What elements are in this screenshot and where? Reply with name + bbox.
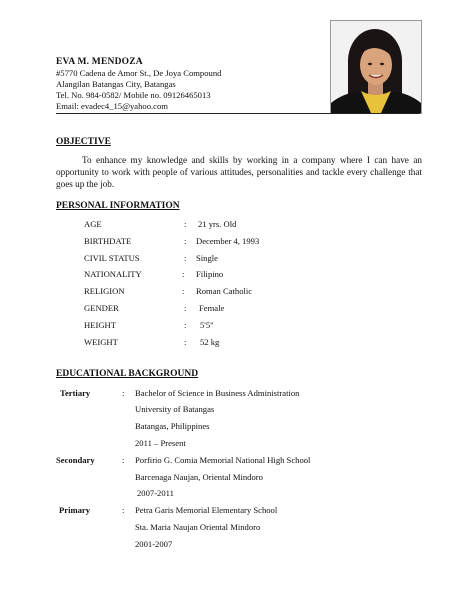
info-label: AGE	[84, 219, 102, 229]
colon: :	[184, 303, 187, 313]
info-row-height	[0, 320, 474, 332]
info-row-nationality	[0, 269, 474, 281]
info-value: Roman Catholic	[196, 286, 253, 296]
address-line-2: Alangilan Batangas City, Batangas	[56, 79, 176, 89]
tertiary-location: Batangas, Philippines	[135, 421, 210, 431]
email-line: Email: evadec4_15@yahoo.com	[56, 101, 168, 111]
objective-heading: OBJECTIVE	[56, 137, 111, 147]
tertiary-years: 2011 – Present	[135, 438, 186, 448]
secondary-location: Barcenaga Naujan, Oriental Mindoro	[135, 472, 263, 482]
info-label: BIRTHDATE	[84, 236, 132, 246]
colon: :	[184, 219, 187, 229]
colon: :	[122, 455, 125, 465]
info-row-age	[0, 219, 474, 231]
applicant-name: EVA M. MENDOZA	[56, 57, 143, 67]
info-value: December 4, 1993	[196, 236, 260, 246]
primary-label: Primary	[59, 505, 91, 515]
info-value: 52 kg	[200, 337, 220, 347]
phone-line: Tel. No. 984-0582/ Mobile no. 09126465013	[56, 90, 211, 100]
info-row-gender	[0, 303, 474, 315]
tertiary-label: Tertiary	[60, 388, 91, 398]
info-label: GENDER	[84, 303, 119, 313]
primary-years: 2001-2007	[135, 539, 173, 549]
header-divider	[56, 113, 420, 114]
info-label: HEIGHT	[84, 320, 116, 330]
info-row-civil-status	[0, 253, 474, 265]
info-label: CIVIL STATUS	[84, 253, 140, 263]
colon: :	[182, 286, 185, 296]
applicant-photo	[330, 20, 422, 114]
info-value: 21 yrs. Old	[198, 219, 237, 229]
personal-info-heading: PERSONAL INFORMATION	[56, 201, 180, 211]
colon: :	[184, 320, 187, 330]
info-row-birthdate	[0, 236, 474, 248]
info-label: NATIONALITY	[84, 269, 142, 279]
info-value: Single	[196, 253, 218, 263]
info-row-religion	[0, 286, 474, 298]
primary-location: Sta. Maria Naujan Oriental Mindoro	[135, 522, 261, 532]
info-label: WEIGHT	[84, 337, 118, 347]
info-label: RELIGION	[84, 286, 125, 296]
tertiary-course: Bachelor of Science in Business Administration	[135, 388, 300, 398]
info-value: Female	[199, 303, 225, 313]
tertiary-school: University of Batangas	[135, 404, 215, 414]
info-row-weight	[0, 337, 474, 349]
colon: :	[122, 388, 125, 398]
colon: :	[184, 337, 187, 347]
objective-text: To enhance my knowledge and skills by working in a company where I can have an opportunity to work with people of various attitudes, personalities and tackle every challenge that goes up the job.	[56, 155, 422, 189]
info-value: Filipino	[196, 269, 224, 279]
colon: :	[184, 236, 187, 246]
info-value: 5'5"	[200, 320, 214, 330]
education-heading: EDUCATIONAL BACKGROUND	[56, 369, 199, 379]
secondary-school: Porfirio G. Comia Memorial National High School	[135, 455, 311, 465]
secondary-years: 2007-2011	[137, 488, 174, 498]
secondary-label: Secondary	[56, 455, 95, 465]
colon: :	[184, 253, 187, 263]
colon: :	[122, 505, 125, 515]
colon: :	[182, 269, 185, 279]
primary-school: Petra Garis Memorial Elementary School	[135, 505, 278, 515]
portrait-photo-icon	[331, 21, 421, 113]
address-line-1: #5770 Cadena de Amor St., De Joya Compound	[56, 68, 222, 78]
